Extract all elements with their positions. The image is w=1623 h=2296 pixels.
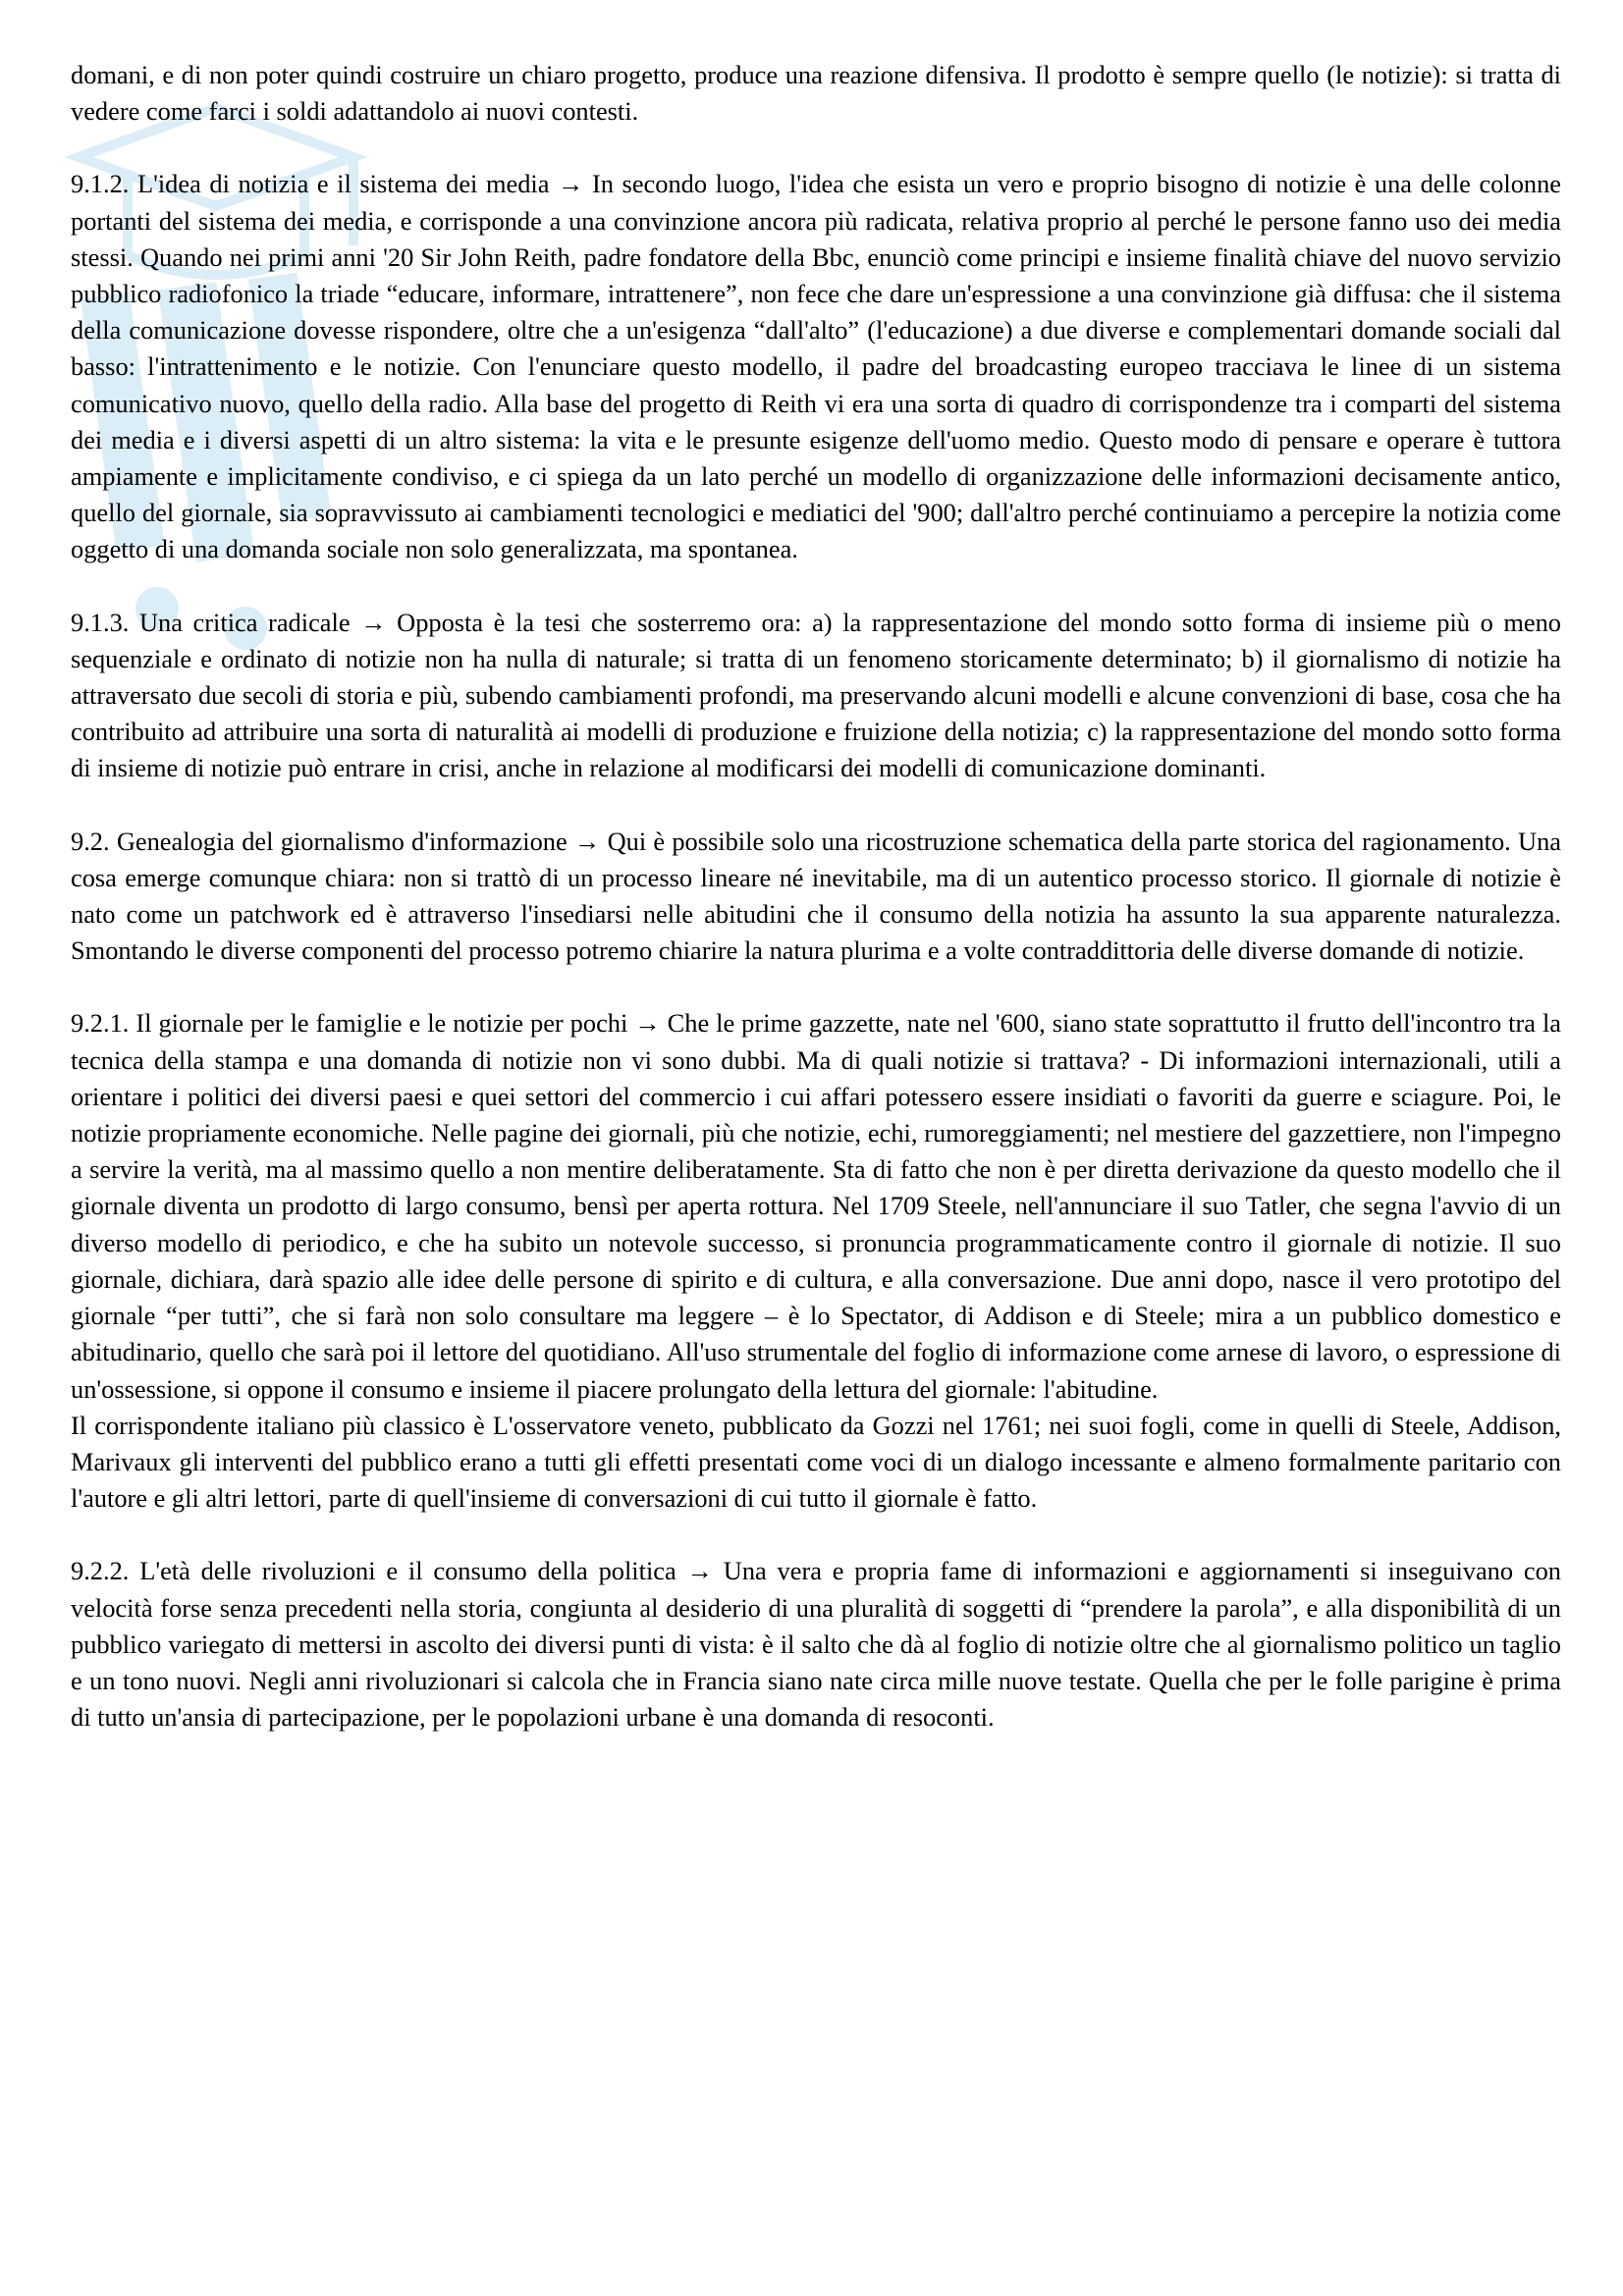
paragraph-2: 9.1.2. L'idea di notizia e il sistema dei media → In secondo luogo, l'idea che esista un vero e proprio bisogno di notizie è una delle colonne portanti del sistema dei media, e corrisponde a una convinzione ancora più radicata, relativa proprio al perché le persone fanno uso dei media stessi. Quando nei primi anni '20 Sir John Reith, padre fondatore della Bbc, enunciò come principi e insieme finalità chiave del nuovo servizio pubblico radiofonico la triade “educare, informare, intrattenere”, non fece che dare un'espressione a una convinzione già diffusa: che il sistema della comunicazione dovesse rispondere, oltre che a un'esigenza “dall'alto” (l'educazione) a due diverse e complementari domande sociali dal basso: l'intrattenimento e le notizie. Con l'enunciare questo modello, il padre del broadcasting europeo tracciava le linee di un sistema comunicativo nuovo, quello della radio. Alla base del progetto di Reith vi era una sorta di quadro di corrispondenze tra i comparti del sistema dei media e i diversi aspetti di un altro sistema: la vita e le presunte esigenze dell'uomo medio. Questo modo di pensare e operare è tuttora ampiamente e implicitamente condiviso, e ci spiega da un lato perché un modello di organizzazione delle informazioni decisamente antico, quello del giornale, sia sopravvissuto ai cambiamenti tecnologici e mediatici del '900; dall'altro perché continuiamo a percepire la notizia come oggetto di una domanda sociale non solo generalizzata, ma spontanea.: [71, 169, 1561, 564]
paragraph-1: domani, e di non poter quindi costruire un chiaro progetto, produce una reazione difensiva. Il prodotto è sempre quello (le notizie): si tratta di vedere come farci i soldi adattandolo ai nuovi contesti.: [71, 60, 1561, 127]
paragraph-4: 9.2. Genealogia del giornalismo d'informazione → Qui è possibile solo una ricostruzione schematica della parte storica del ragionamento. Una cosa emerge comunque chiara: non si trattò di un processo lineare né inevitabile, ma di un autentico processo storico. Il giornale di notizie è nato come un patchwork ed è attraverso l'insediarsi nelle abitudini che il consumo della notizia ha assunto la sua apparente naturalezza. Smontando le diverse componenti del processo potremo chiarire la natura plurima e a volte contraddittoria delle diverse domande di notizie.: [71, 826, 1561, 966]
paragraph-3: 9.1.3. Una critica radicale → Opposta è la tesi che sosterremo ora: a) la rappresentazione del mondo sotto forma di insieme più o meno sequenziale e ordinato di notizie non ha nulla di naturale; si tratta di un fenomeno storicamente determinato; b) il giornalismo di notizie ha attraversato due secoli di storia e più, subendo cambiamenti profondi, ma preservando alcuni modelli e alcune convenzioni di base, cosa che ha contribuito ad attribuire una sorta di naturalità ai modelli di produzione e fruizione della notizia; c) la rappresentazione del mondo sotto forma di insieme di notizie può entrare in crisi, anche in relazione al modificarsi dei modelli di comunicazione dominanti.: [71, 607, 1561, 783]
paragraph-5: 9.2.1. Il giornale per le famiglie e le notizie per pochi → Che le prime gazzette, nate nel '600, siano state soprattutto il frutto dell'incontro tra la tecnica della stampa e una domanda di notizie non vi sono dubbi. Ma di quali notizie si trattava? - Di informazioni internazionali, utili a orientare i politici dei diversi paesi e quei settori del commercio i cui affari potessero essere insidiati o favoriti da guerre e sciagure. Poi, le notizie propriamente economiche. Nelle pagine dei giornali, più che notizie, echi, rumoreggiamenti; nel mestiere del gazzettiere, non l'impegno a servire la verità, ma al massimo quello a non mentire deliberatamente. Sta di fatto che non è per diretta derivazione da questo modello che il giornale diventa un prodotto di largo consumo, bensì per aperta rottura. Nel 1709 Steele, nell'annunciare il suo Tatler, che segna l'avvio di un diverso modello di periodico, e che ha subito un notevole successo, si pronuncia programmaticamente contro il giornale di notizie. Il suo giornale, dichiara, darà spazio alle idee delle persone di spirito e di cultura, e alla conversazione. Due anni dopo, nasce il vero prototipo del giornale “per tutti”, che si farà non solo consultare ma leggere – è lo Spectator, di Addison e di Steele; mira a un pubblico domestico e abitudinario, quello che sarà poi il lettore del quotidiano. All'uso strumentale del foglio di informazione come arnese di lavoro, o espressione di un'ossessione, si oppone il consumo e insieme il piacere prolungato della lettura del giornale: l'abitudine.: [71, 1008, 1561, 1404]
document-page: [71, 57, 1561, 1772]
paragraph-7: 9.2.2. L'età delle rivoluzioni e il consumo della politica → Una vera e propria fame di informazioni e aggiornamenti si inseguivano con velocità forse senza precedenti nella storia, congiunta al desiderio di una pluralità di soggetti di “prendere la parola”, e alla disponibilità di un pubblico variegato di mettersi in ascolto dei diversi punti di vista: è il salto che dà al foglio di notizie oltre che al giornalismo politico un taglio e un tono nuovi. Negli anni rivoluzionari si calcola che in Francia siano nate circa mille nuove testate. Quella che per le folle parigine è prima di tutto un'ansia di partecipazione, per le popolazioni urbane è una domanda di resoconti.: [71, 1556, 1561, 1733]
paragraph-6: Il corrispondente italiano più classico è L'osservatore veneto, pubblicato da Gozzi nel 1761; nei suoi fogli, come in quelli di Steele, Addison, Marivaux gli interventi del pubblico erano a tutti gli effetti presentati come voci di un dialogo incessante e almeno formalmente paritario con l'autore e gli altri lettori, parte di quell'insieme di conversazioni di cui tutto il giornale è fatto.: [71, 1410, 1561, 1514]
